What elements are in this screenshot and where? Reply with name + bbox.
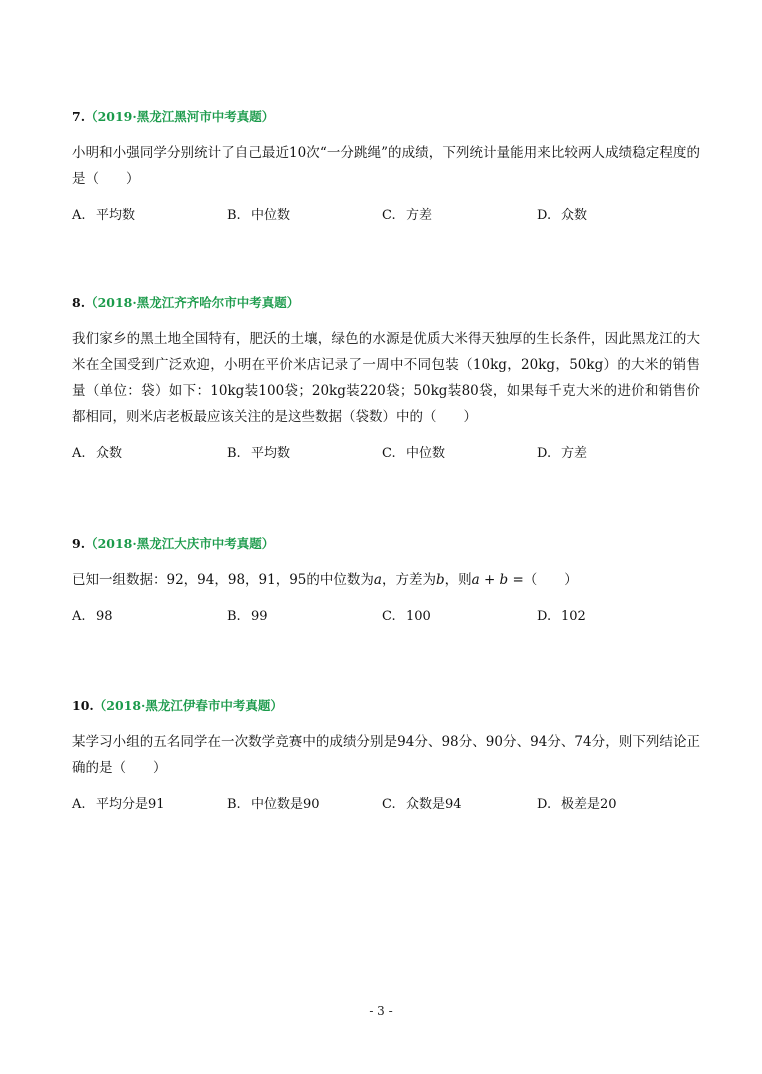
option-letter: D. (537, 797, 552, 812)
question-header (72, 697, 700, 715)
option-text: 方差 (561, 446, 588, 461)
question-source: （2018·黑龙江大庆市中考真题） (85, 536, 275, 551)
stem-text: ，方差为 (381, 572, 436, 588)
option-c[interactable] (382, 444, 445, 464)
question-number: 10. (72, 698, 94, 713)
question-source: （2019·黑龙江黑河市中考真题） (85, 109, 275, 124)
variable-a: a (373, 572, 382, 588)
option-d[interactable] (537, 444, 587, 464)
option-b[interactable] (227, 206, 290, 226)
option-letter: C. (382, 797, 396, 812)
option-b[interactable] (227, 444, 290, 464)
option-text: 方差 (406, 208, 433, 223)
question-source: （2018·黑龙江伊春市中考真题） (93, 698, 283, 713)
page-number: - 3 - (369, 1004, 393, 1018)
option-letter: A. (72, 797, 86, 812)
option-letter: B. (227, 609, 241, 624)
option-row (72, 206, 700, 226)
option-letter: D. (537, 446, 552, 461)
option-c[interactable] (382, 607, 431, 627)
option-letter: A. (72, 208, 86, 223)
option-letter: A. (72, 609, 86, 624)
stem-text: =（ ） (508, 572, 578, 588)
question-source: （2018·黑龙江齐齐哈尔市中考真题） (85, 295, 300, 310)
question-stem (72, 567, 700, 593)
option-text: 100 (406, 609, 431, 624)
option-row (72, 444, 700, 464)
stem-text: 已知一组数据：92，94，98，91，95的中位数为 (72, 572, 374, 588)
option-letter: B. (227, 208, 241, 223)
option-text: 99 (251, 609, 268, 624)
option-a[interactable] (72, 795, 165, 815)
option-letter: D. (537, 208, 552, 223)
math-expression: a + b (471, 572, 509, 588)
question-number: 9. (72, 536, 86, 551)
option-text: 平均分是91 (96, 797, 165, 812)
option-letter: A. (72, 446, 86, 461)
variable-b: b (435, 572, 445, 588)
option-text: 平均数 (251, 446, 291, 461)
option-text: 中位数 (251, 208, 291, 223)
question-stem: 我们家乡的黑土地全国特有，肥沃的土壤，绿色的水源是优质大米得天独厚的生长条件，因此黑龙江的大米在全国受到广泛欢迎，小明在平价米店记录了一周中不同包装（10kg，20kg，50kg）的大米的销售量（单位：袋）如下：10kg装100袋；20kg装220袋；50kg装80袋，如果每千克大米的进价和销售价都相同，则米店老板最应该关注的是这些数据（袋数）中的（ ） (72, 331, 700, 425)
option-b[interactable] (227, 607, 268, 627)
option-c[interactable] (382, 795, 462, 815)
option-a[interactable] (72, 607, 113, 627)
option-c[interactable] (382, 206, 432, 226)
question-8 (72, 294, 700, 464)
option-d[interactable] (537, 795, 617, 815)
option-letter: C. (382, 446, 396, 461)
option-text: 平均数 (96, 208, 136, 223)
option-b[interactable] (227, 795, 320, 815)
option-row (72, 795, 700, 815)
option-text: 众数 (96, 446, 123, 461)
question-stem: 某学习小组的五名同学在一次数学竞赛中的成绩分别是94分、98分、90分、94分、74分，则下列结论正确的是（ ） (72, 734, 700, 776)
option-text: 中位数是90 (251, 797, 320, 812)
option-letter: C. (382, 609, 396, 624)
option-text: 众数 (561, 208, 588, 223)
question-header (72, 535, 700, 553)
option-text: 众数是94 (406, 797, 462, 812)
option-letter: C. (382, 208, 396, 223)
stem-text: ，则 (444, 572, 472, 588)
option-d[interactable] (537, 206, 587, 226)
option-a[interactable] (72, 444, 122, 464)
option-text: 中位数 (406, 446, 446, 461)
option-text: 102 (561, 609, 586, 624)
question-number: 7. (72, 109, 86, 124)
option-letter: B. (227, 446, 241, 461)
option-row (72, 607, 700, 627)
question-stem: 小明和小强同学分别统计了自己最近10次“一分跳绳”的成绩，下列统计量能用来比较两人成绩稳定程度的是（ ） (72, 145, 700, 187)
option-a[interactable] (72, 206, 135, 226)
question-10 (72, 697, 700, 815)
option-letter: B. (227, 797, 241, 812)
question-header (72, 294, 700, 312)
option-letter: D. (537, 609, 552, 624)
question-number: 8. (72, 295, 86, 310)
question-header (72, 108, 700, 126)
question-7 (72, 108, 700, 226)
option-text: 极差是20 (561, 797, 617, 812)
question-9 (72, 535, 700, 627)
option-d[interactable] (537, 607, 586, 627)
option-text: 98 (96, 609, 113, 624)
